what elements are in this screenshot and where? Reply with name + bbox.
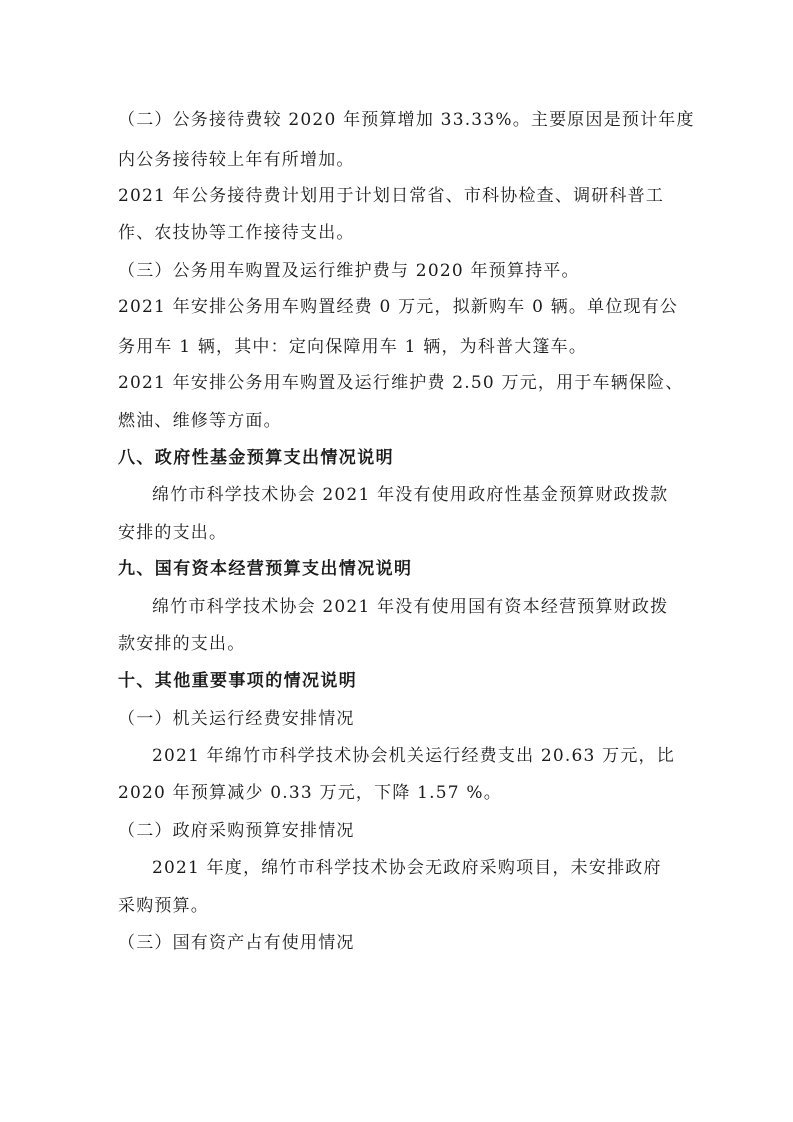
paragraph-line: 安排的支出。	[118, 523, 228, 543]
subsection-heading: （二）政府采购预算安排情况	[118, 821, 355, 841]
paragraph-line: 务用车 1 辆，其中：定向保障用车 1 辆，为科普大篷车。	[118, 337, 588, 357]
paragraph-line: （二）公务接待费较 2020 年预算增加 33.33%。主要原因是预计年度	[118, 110, 695, 130]
paragraph-line: 作、农技协等工作接待支出。	[118, 223, 355, 243]
paragraph-line: 2021 年安排公务用车购置经费 0 万元，拟新购车 0 辆。单位现有公	[118, 297, 679, 317]
section-heading-8: 八、政府性基金预算支出情况说明	[118, 448, 394, 468]
paragraph-line: 2021 年公务接待费计划用于计划日常省、市科协检查、调研科普工	[118, 186, 665, 206]
paragraph-line: （三）公务用车购置及运行维护费与 2020 年预算持平。	[118, 261, 580, 281]
subsection-heading: （三）国有资产占有使用情况	[118, 933, 355, 953]
paragraph-line: 燃油、维修等方面。	[118, 411, 282, 431]
paragraph-line: 款安排的支出。	[118, 634, 246, 654]
section-heading-10: 十、其他重要事项的情况说明	[118, 671, 358, 691]
paragraph-line: 绵竹市科学技术协会 2021 年没有使用国有资本经营预算财政拨	[152, 597, 669, 617]
paragraph-line: 2020 年预算减少 0.33 万元，下降 1.57 %。	[118, 783, 502, 803]
paragraph-line: 2021 年度，绵竹市科学技术协会无政府采购项目，未安排政府	[152, 858, 662, 878]
paragraph-line: 2021 年安排公务用车购置及运行维护费 2.50 万元，用于车辆保险、	[118, 373, 684, 393]
paragraph-line: 绵竹市科学技术协会 2021 年没有使用政府性基金预算财政拨款	[152, 485, 669, 505]
paragraph-line: 内公务接待较上年有所增加。	[118, 150, 355, 170]
section-heading-9: 九、国有资本经营预算支出情况说明	[118, 559, 413, 579]
paragraph-line: 采购预算。	[118, 896, 209, 916]
paragraph-line: 2021 年绵竹市科学技术协会机关运行经费支出 20.63 万元，比	[152, 746, 675, 766]
subsection-heading: （一）机关运行经费安排情况	[118, 709, 355, 729]
